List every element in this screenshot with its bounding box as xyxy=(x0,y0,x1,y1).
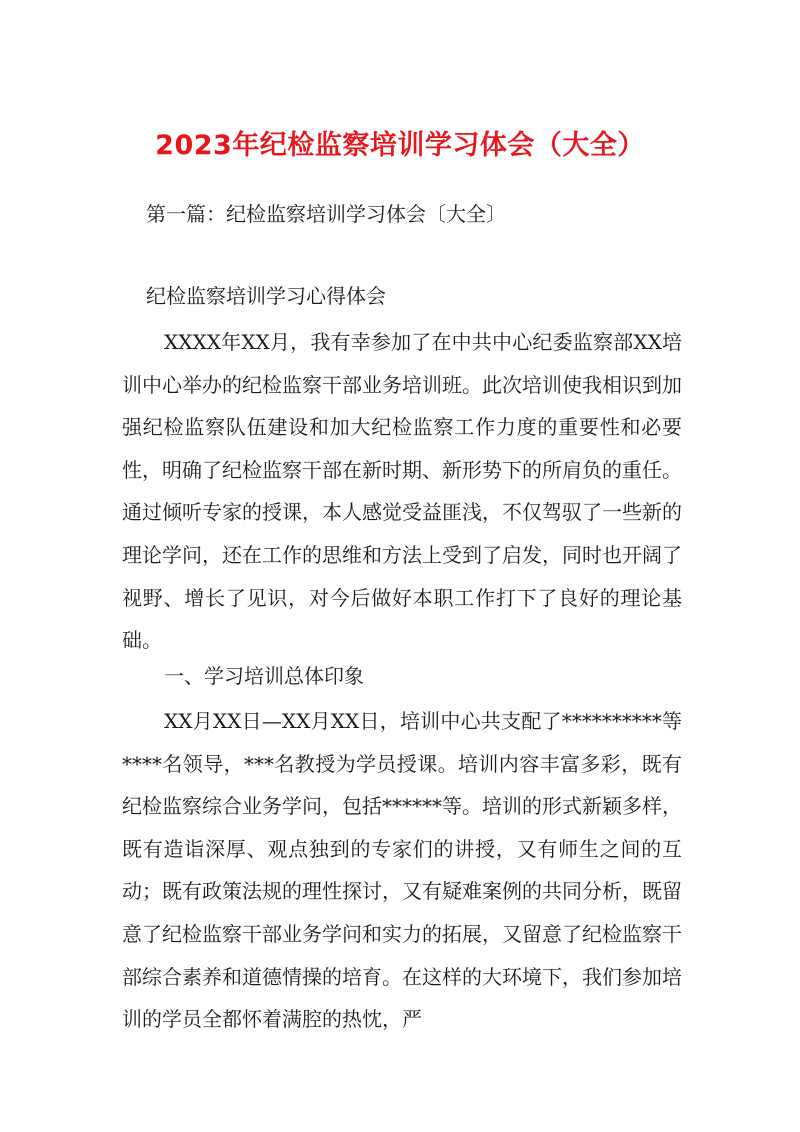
document-subtitle: 第一篇：纪检监察培训学习体会〔大全〕 xyxy=(146,202,506,226)
document-title: 2023年纪检监察培训学习体会（大全） xyxy=(155,130,645,161)
document-heading: 纪检监察培训学习心得体会 xyxy=(146,284,386,308)
section-heading-1: 一、学习培训总体印象 xyxy=(164,664,364,688)
paragraph-intro: XXXX年XX月，我有幸参加了在中共中心纪委监察部XX培训中心举办的纪检监察干部业务培训班。此次培训使我相识到加强纪检监察队伍建设和加大纪检监察工作力度的重要性和必要性，明确了纪检监察干部在新时期、新形势下的所肩负的重任。通过倾听专家的授课，本人感觉受益匪浅，不仅驾驭了一些新的理论学问，还在工作的思维和方法上受到了启发，同时也开阔了视野、增长了见识，对今后做好本职工作打下了良好的理论基础。 xyxy=(122,330,682,653)
paragraph-training-overview: XX月XX日—XX月XX日，培训中心共支配了**********等****名领导，***名教授为学员授课。培训内容丰富多彩，既有纪检监察综合业务学问，包括******等。培训的形式新颖多样，既有造诣深厚、观点独到的专家们的讲授，又有师生之间的互动；既有政策法规的理性探讨，又有疑难案例的共同分析，既留意了纪检监察干部业务学问和实力的拓展，又留意了纪检监察干部综合素养和道德情操的培育。在这样的大环境下，我们参加培训的学员全都怀着满腔的热忱，严 xyxy=(122,709,682,1032)
